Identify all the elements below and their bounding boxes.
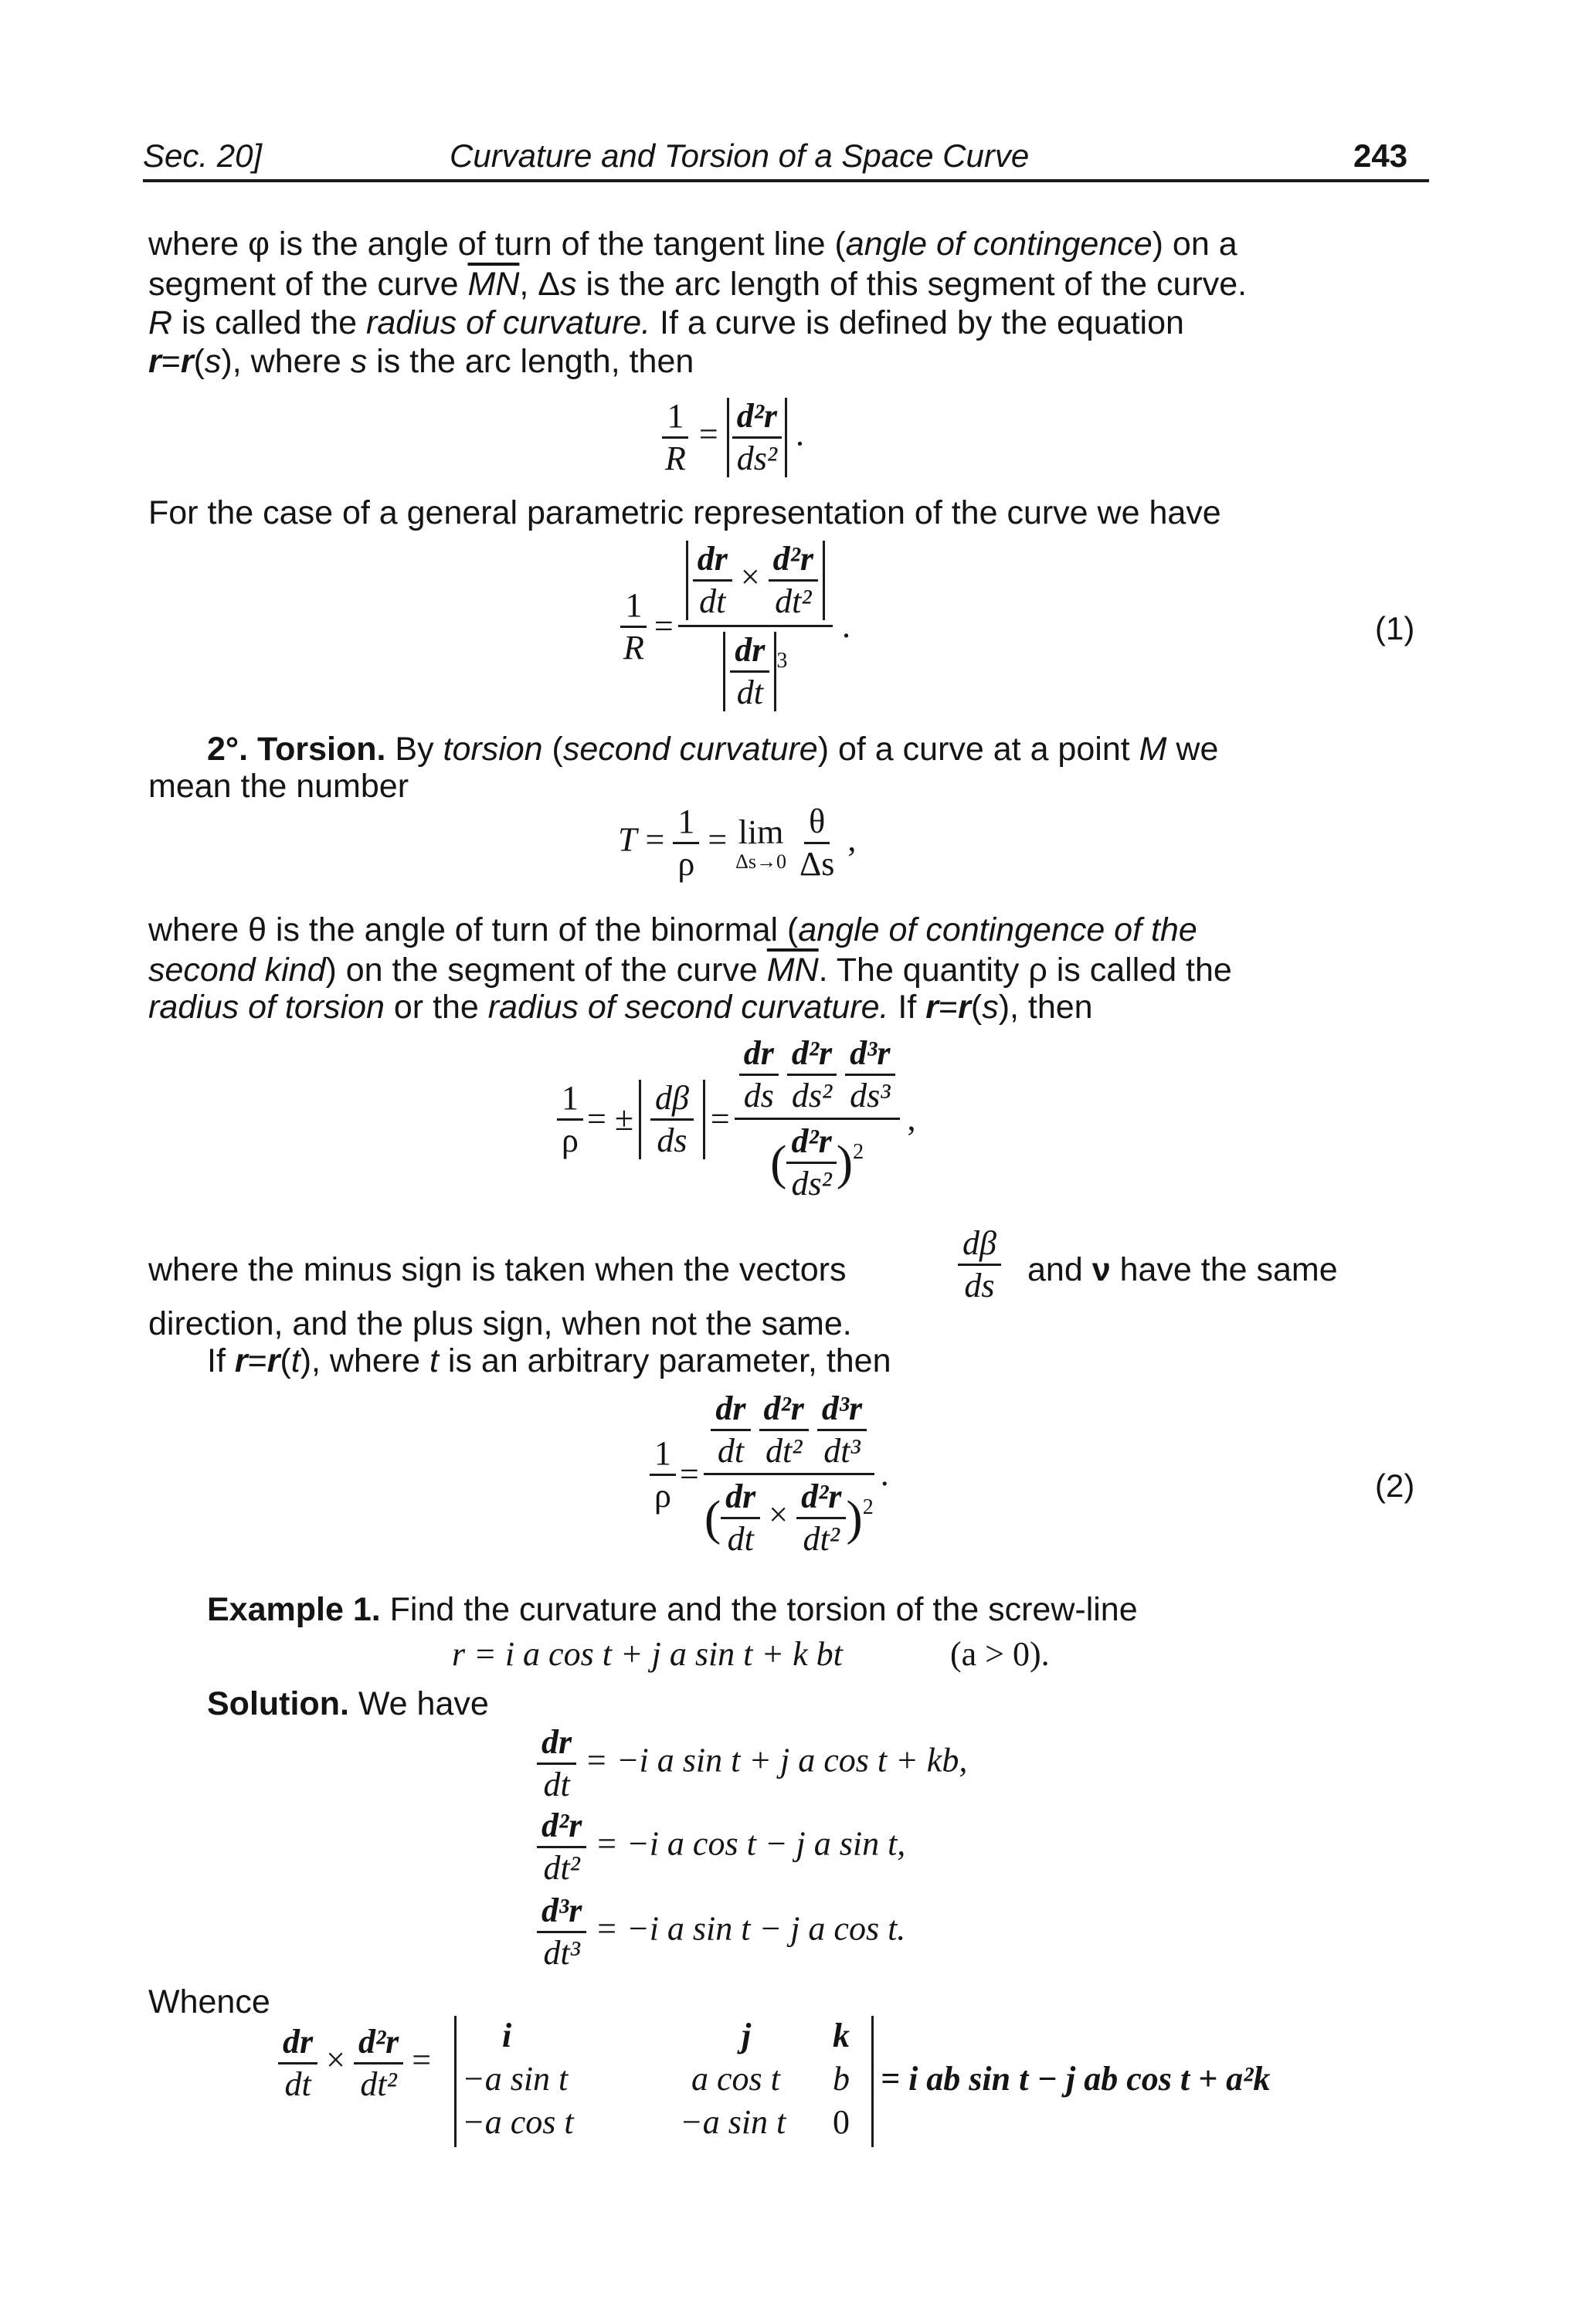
page-number: 243 [1353,137,1408,174]
matrix-r0-c1: j [742,2017,752,2054]
example-1-equation: r = i a cos t + j a sin t + k bt [452,1635,843,1673]
para2: For the case of a general parametric representation of the curve we have [148,494,1221,531]
determinant-right-bar [871,2016,874,2147]
cross-product-lhs: $\frac{dr}{dt}$ × $\frac{\text{d²r}}{\text{dt²}}$ = [278,2024,431,2103]
para1-line1: where φ is the angle of turn of the tangent line (angle of contingence) on a [148,226,1237,263]
matrix-r0-c2: k [833,2017,850,2054]
determinant-left-bar [454,2016,457,2147]
example-1-condition: (a > 0). [950,1635,1050,1673]
derivative-1: $\frac{dr}{dt}$ = −i a sin t + j a cos t + kb, [537,1724,967,1803]
equation-2-label: (2) [1375,1467,1415,1504]
equation-1-label: (1) [1375,610,1415,646]
para4-line1-tail: and ν have the same [1027,1251,1338,1288]
para1-line2: segment of the curve $\overline{MN}$, Δs is the arc length of this segment of the curve. [148,266,1248,303]
torsion-line2: mean the number [148,768,409,805]
equation-1: $\frac{1}{R}$ = $\frac{dr}{dt}$ × $\frac{\text{d²r}}{\text{dt²}}$ . $\frac{dr}{dt}$ $^3$ [618,541,851,712]
matrix-r2-c0: −a cos t [462,2103,574,2141]
matrix-r1-c0: −a sin t [462,2060,569,2098]
para3-line3: radius of torsion or the radius of second curvature. If r=r(s), then [148,989,1093,1026]
derivative-2: $\frac{\text{d²r}}{\text{dt²}}$ = −i a cos t − j a sin t, [537,1807,905,1887]
para4-line2: direction, and the plus sign, when not the same. [148,1305,852,1342]
para1-line4: r=r(s), where s is the arc length, then [148,343,694,380]
matrix-r1-c2: b [833,2060,850,2098]
equation-curvature-arc-length: $\frac{1}{R}$ = $\frac{\text{d²r}}{\text{ds²}}$ . [660,398,804,477]
header-rule [143,179,1429,182]
para4-line3: If r=r(t), where t is an arbitrary parameter, then [207,1342,891,1379]
para3-line2: second kind) on the segment of the curve $\overline{MN}$. The quantity ρ is called the [148,952,1232,989]
matrix-r1-c1: a cos t [691,2060,780,2098]
para4-line1: where the minus sign is taken when the vectors [148,1251,847,1288]
equation-2: $\frac{1}{\rho}$ = $\frac{dr}{dt}$ $\frac{\text{d²r}}{\text{dt²}}$ $\frac{\text{d³r}}{\text{dt³}}$ . ( $\frac{dr}{dt}$ × $\frac{\text{d²r}}{\text{dt²}}$ )$^2$ [649,1390,890,1559]
derivative-3: $\frac{\text{d³r}}{\text{dt³}}$ = −i a sin t − j a cos t. [537,1892,905,1972]
equation-torsion-definition: T = $\frac{1}{\rho}$ = lim Δs→0 $\frac{\theta}{\Delta s}$ , [618,802,857,883]
matrix-r0-c0: i [502,2017,512,2054]
para1-line3: R is called the radius of curvature. If a curve is defined by the equation [148,304,1184,341]
whence-label: Whence [148,1983,270,2020]
torsion-heading: 2°. Torsion. By torsion (second curvature) of a curve at a point M we [207,731,1219,768]
example-1: Example 1. Find the curvature and the torsion of the screw-line [207,1591,1138,1628]
page-header-title: Curvature and Torsion of a Space Curve [450,137,1030,174]
solution-heading: Solution. We have [207,1685,489,1722]
para4-inline-fraction: $\frac{d\beta}{ds}$ [958,1225,1001,1304]
matrix-r2-c1: −a sin t [680,2103,786,2141]
section-label: Sec. 20] [143,137,263,174]
para3-line1: where θ is the angle of turn of the binormal (angle of contingence of the [148,911,1197,948]
matrix-r2-c2: 0 [833,2103,850,2141]
equation-torsion-arc-length: $\frac{1}{\rho}$ = ± $\frac{d\beta}{ds}$ = $\frac{dr}{ds}$ $\frac{\text{d²r}}{\text{ds²}}$ $\frac{\text{d³r}}{\text{ds³}}$ , ( $\frac{\text{d²r}}{\text{ds²}}$ )$^2$ [556,1035,917,1203]
cross-product-result: = i ab sin t − j ab cos t + a²k [881,2060,1271,2098]
